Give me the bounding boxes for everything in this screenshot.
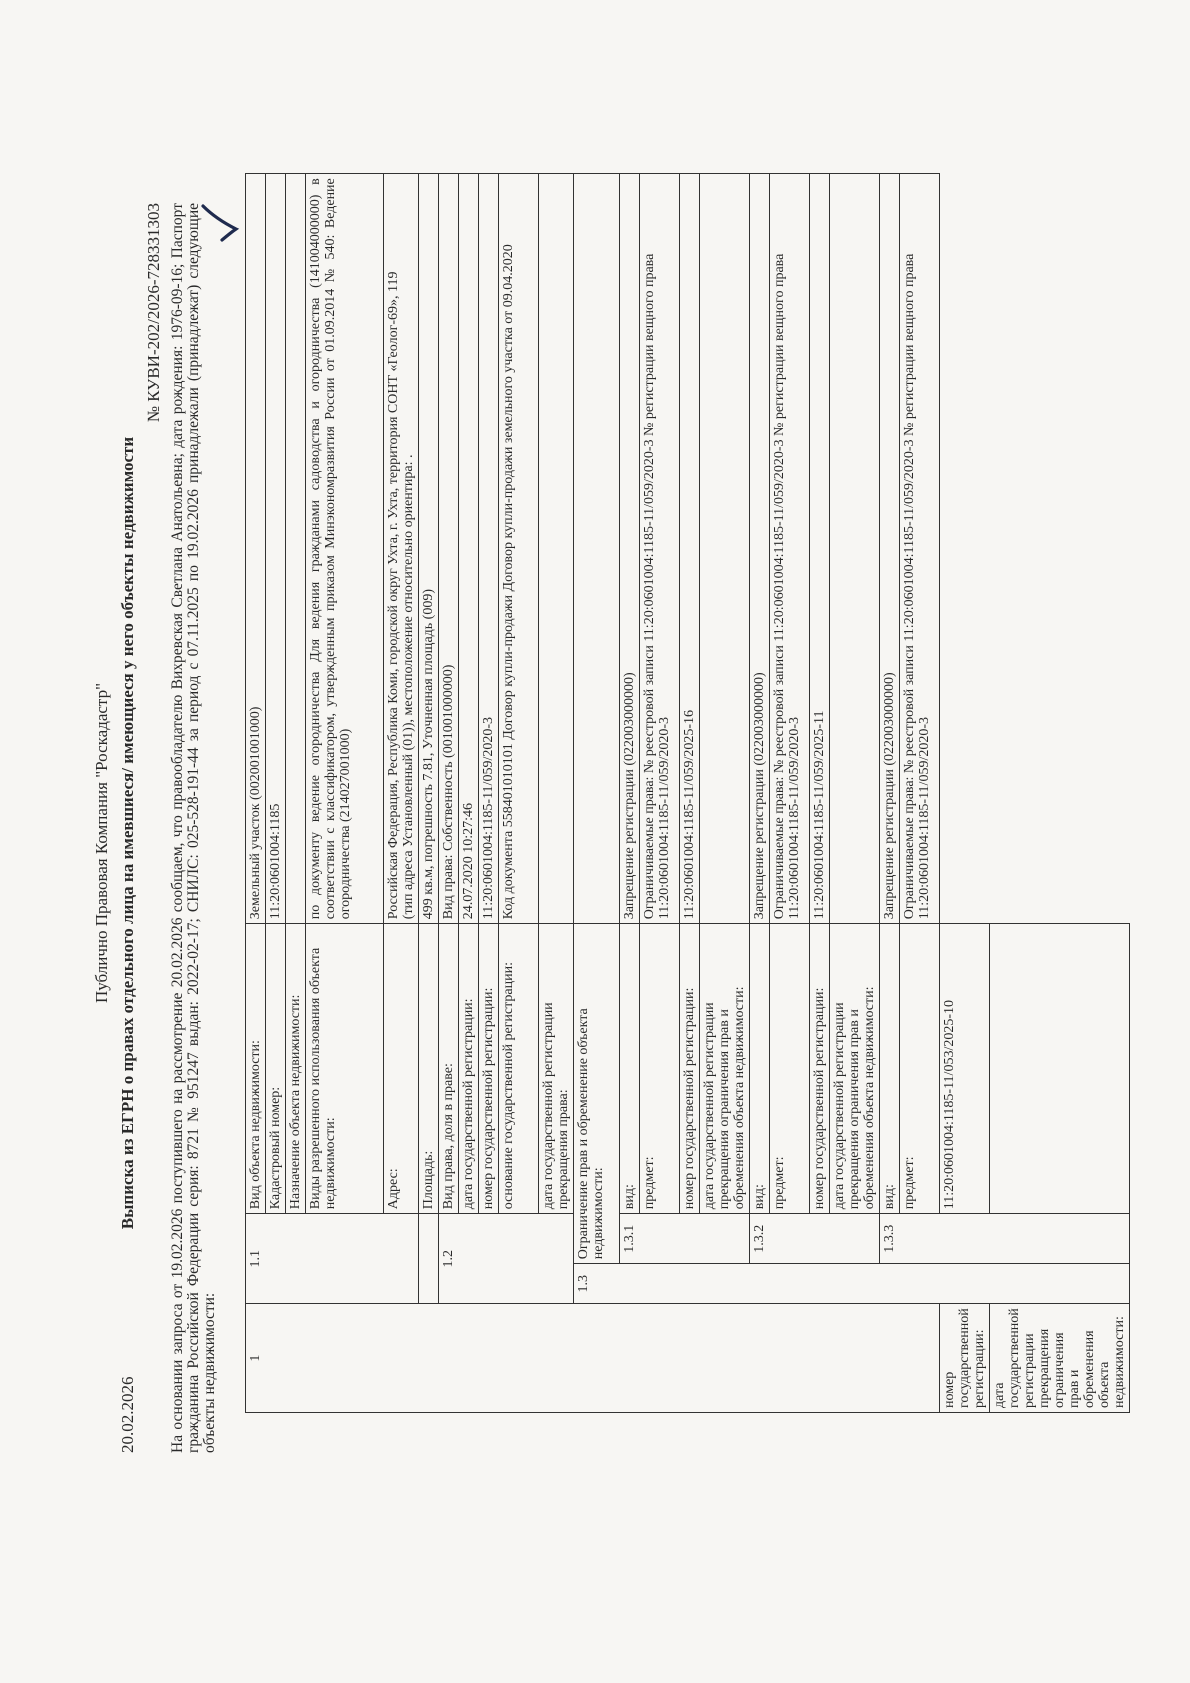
value-enc-type: Запрещение регистрации (022003000000): [880, 174, 900, 924]
label-termination-date: дата государственной регистрации прекращения права:: [539, 924, 574, 1214]
label-object-type: Вид объекта недвижимости:: [246, 924, 266, 1214]
table-row: [620, 174, 640, 1413]
label-registration-number: номер государственной регистрации:: [479, 924, 499, 1214]
row-number-1-1: 1.1: [246, 1214, 419, 1304]
value-enc-stop: [700, 174, 750, 924]
value-encumbrance: [574, 174, 620, 924]
table-row: [439, 174, 459, 1413]
label-enc-subject: предмет:: [640, 924, 680, 1214]
label-enc-stop: дата государственной регистрации прекращения ограничения прав и обременения объекта недвижимости:: [700, 924, 750, 1214]
value-enc-stop: [830, 174, 880, 924]
label-purpose: Назначение объекта недвижимости:: [286, 924, 306, 1214]
label-cadastral-number: Кадастровый номер:: [266, 924, 286, 1214]
label-enc-type: вид:: [880, 924, 900, 1214]
value-enc-type: Запрещение регистрации (022003000000): [750, 174, 770, 924]
empty-cell: [419, 1214, 439, 1304]
value-termination-date: [539, 174, 574, 924]
label-enc-number: номер государственной регистрации:: [940, 1304, 990, 1413]
value-registration-date: 24.07.2020 10:27:46: [459, 174, 479, 924]
value-enc-subject: Ограничиваемые права: № реестровой записи 11:20:0601004:1185-11/059/2020-3 № регистрации вещного права 11:20:0601004:1185-11/059/2020-3: [640, 174, 680, 924]
value-cadastral-number: 11:20:0601004:1185: [266, 174, 286, 924]
label-enc-stop: дата государственной регистрации прекращения ограничения прав и обременения объекта недвижимости:: [990, 1304, 1130, 1413]
document-number: № КУВИ-202/2026-728331303: [144, 203, 163, 423]
table-row: [246, 174, 266, 1413]
label-enc-subject: предмет:: [770, 924, 810, 1214]
table-row: [880, 174, 900, 1413]
label-enc-stop: дата государственной регистрации прекращения ограничения прав и обременения объекта недвижимости:: [830, 924, 880, 1214]
row-number-1-3-1: 1.3.1: [620, 1214, 750, 1264]
label-enc-type: вид:: [620, 924, 640, 1214]
value-enc-type: Запрещение регистрации (022003000000): [620, 174, 640, 924]
row-number-1-3-3: 1.3.3: [880, 1214, 1130, 1264]
value-registration-basis: Код документа 558401010101 Договор купли-продажи Договор купли-продажи земельного участка от 09.04.2020: [499, 174, 539, 924]
row-number-1-3-2: 1.3.2: [750, 1214, 880, 1264]
address-type: (тип адреса Установленный (01)), местоположение относительно ориентира: .: [401, 454, 416, 920]
value-object-type: Земельный участок (002001001000): [246, 174, 266, 924]
value-permitted-use: по документу ведение огородничества Для ведения гражданами садоводства и огородничества (141004000000) в соответствии с классификатором, утвержденным приказом Минэкономразвития России от 01.09.2014 № 540: Ведение огородничества (214027001000): [306, 174, 384, 924]
label-permitted-use: Виды разрешенного использования объекта недвижимости:: [306, 924, 384, 1214]
address-text: Российская Федерация, Республика Коми, городской округ Ухта, г. Ухта, территория СОНТ «Геолог-69», 119: [386, 271, 401, 920]
table-row: [574, 174, 620, 1413]
label-registration-basis: основание государственной регистрации:: [499, 924, 539, 1214]
row-number-1: 1: [246, 1304, 940, 1413]
value-registration-number: 11:20:0601004:1185-11/059/2020-3: [479, 174, 499, 924]
label-enc-type: вид:: [750, 924, 770, 1214]
row-number-1-3: 1.3: [574, 1264, 1130, 1304]
label-enc-number: номер государственной регистрации:: [680, 924, 700, 1214]
label-enc-subject: предмет:: [900, 924, 940, 1214]
value-enc-subject: Ограничиваемые права: № реестровой записи 11:20:0601004:1185-11/059/2020-3 № регистрации вещного права 11:20:0601004:1185-11/059/2020-3: [770, 174, 810, 924]
value-area: 499 кв.м, погрешность 7.81, Уточненная площадь (009): [419, 174, 439, 924]
rights-table: [245, 173, 1130, 1413]
value-address: [384, 174, 419, 924]
value-right-type: Вид права: Собственность (001001000000): [439, 174, 459, 924]
label-right-type: Вид права, доля в праве:: [439, 924, 459, 1214]
organization-name: Публично Правовая Компания "Роскадастр": [92, 682, 111, 1004]
table-row: [419, 174, 439, 1413]
value-enc-number: 11:20:0601004:1185-11/059/2025-11: [810, 174, 830, 924]
row-number-1-2: 1.2: [439, 1214, 574, 1304]
value-enc-number: 11:20:0601004:1185-11/053/2025-10: [940, 924, 990, 1214]
document-title: Выписка из ЕГРН о правах отдельного лица на имевшиеся/ имеющиеся у него объекты недвижимости: [118, 436, 137, 1230]
value-enc-number: 11:20:0601004:1185-11/059/2025-16: [680, 174, 700, 924]
table-row: [750, 174, 770, 1413]
value-purpose: [286, 174, 306, 924]
document-date: 20.02.2026: [118, 1376, 137, 1453]
label-enc-number: номер государственной регистрации:: [810, 924, 830, 1214]
label-area: Площадь:: [419, 924, 439, 1214]
label-encumbrance: Ограничение прав и обременение объекта недвижимости:: [574, 924, 620, 1264]
check-mark-icon: [200, 203, 240, 243]
value-enc-stop: [990, 924, 1130, 1214]
intro-paragraph: На основании запроса от 19.02.2026 поступившего на рассмотрение 20.02.2026 сообщаем, что правообладателю Вихревская Светлана Анатольевна; дата рождения: 1976-09-16; Паспорт гражданина Российской Федерации серия: 8721 № 951247 выдан: 2022-02-17; СНИЛС: 025-528-191-44 за период с 07.11.2025 по 19.02.2026 принадлежали (принадлежат) следующие объекты недвижимости:: [169, 203, 218, 1453]
value-enc-subject: Ограничиваемые права: № реестровой записи 11:20:0601004:1185-11/059/2020-3 № регистрации вещного права 11:20:0601004:1185-11/059/2020-3: [900, 174, 940, 924]
label-registration-date: дата государственной регистрации:: [459, 924, 479, 1214]
label-address: Адрес:: [384, 924, 419, 1214]
